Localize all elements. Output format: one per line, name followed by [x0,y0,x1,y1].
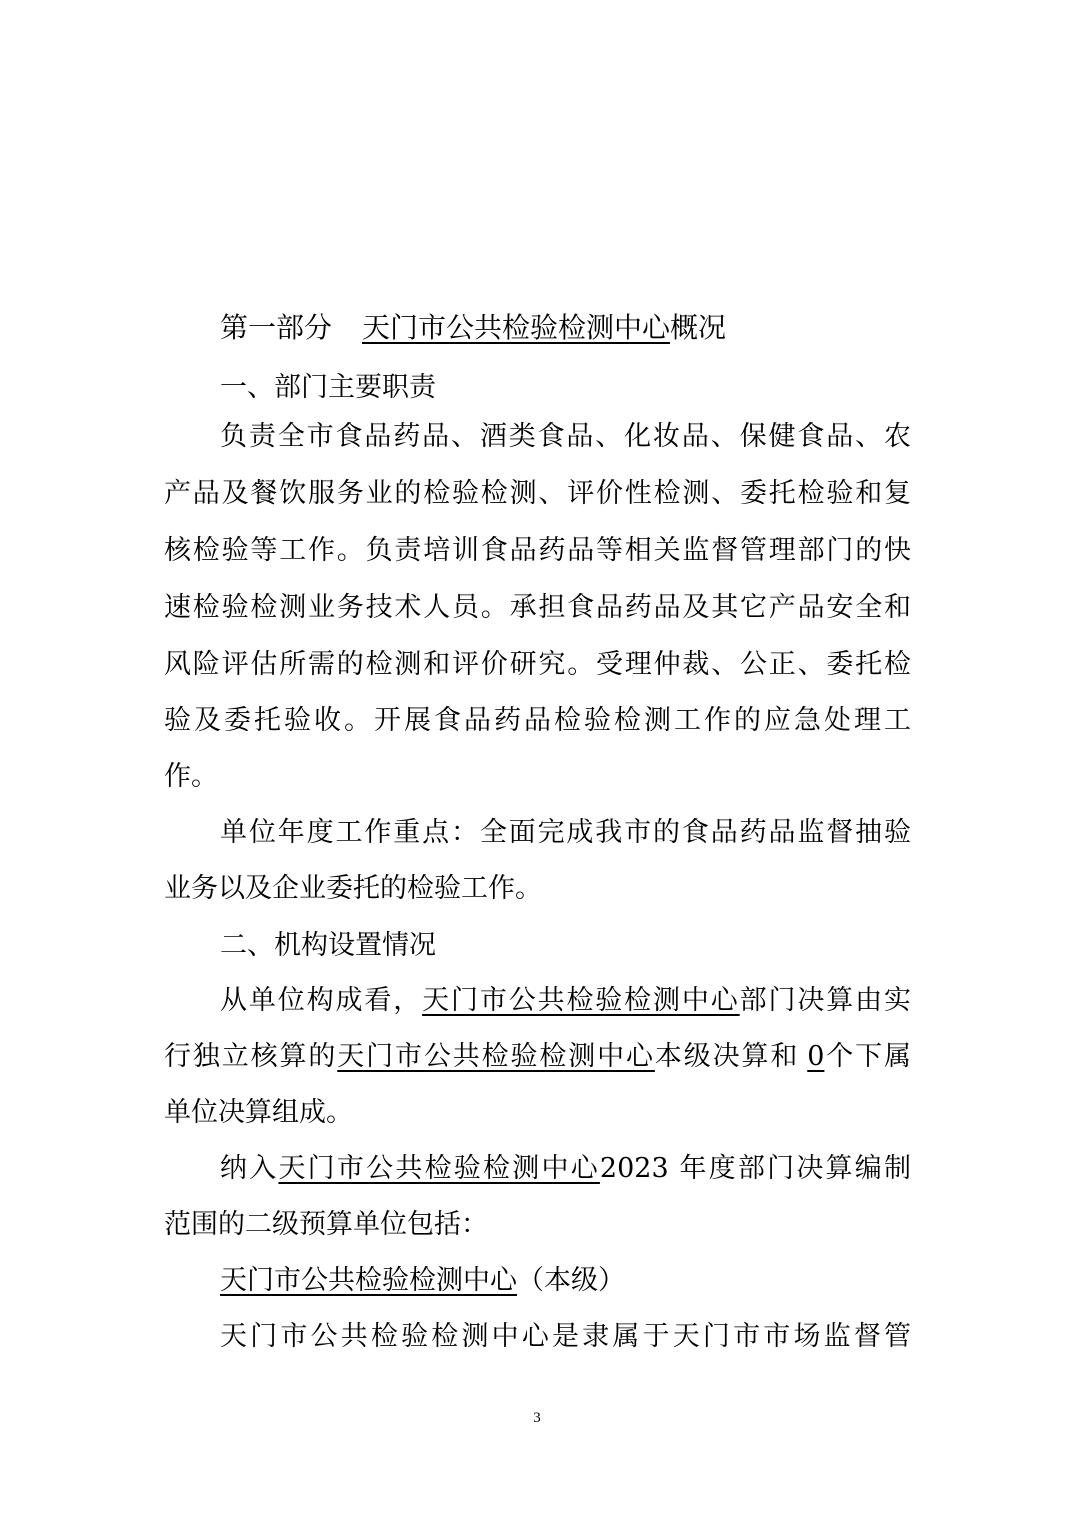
org-para-line-3: 单位决算组成。 [164,1097,353,1128]
org-para-text: 本级决算和 [654,1041,800,1072]
org-para-text: 个下属 [824,1041,912,1072]
section1-heading: 一、部门主要职责 [220,372,436,403]
duties-line-2: 产品及餐饮服务业的检验检测、评价性检测、委托检验和复 [164,478,911,509]
scope-para-line-1 [220,1152,911,1186]
subunit-count: 0 [807,1041,825,1072]
unit-list-item [220,1264,625,1298]
page-title [220,311,726,345]
org-name-link: 天门市公共检验检测中心 [337,1041,655,1072]
duties-line-5: 风险评估所需的检测和评价研究。受理仲裁、公正、委托检 [164,649,911,680]
title-org: 天门市公共检验检测中心 [362,311,671,344]
scope-para-text: 纳入 [220,1153,279,1184]
unit-note: （本级） [517,1265,625,1296]
scope-para-line-2: 范围的二级预算单位包括： [164,1209,488,1240]
focus-line-1: 单位年度工作重点：全面完成我市的食品药品监督抽验 [220,817,911,848]
unit-name: 天门市公共检验检测中心 [220,1265,517,1296]
org-para-text: 部门决算由实 [739,985,912,1016]
section2-heading: 二、机构设置情况 [220,930,436,961]
focus-line-2: 业务以及企业委托的检验工作。 [164,873,542,904]
title-suffix: 概况 [670,311,727,344]
org-para-line-1 [220,984,911,1018]
duties-line-6: 验及委托验收。开展食品药品检验检测工作的应急处理工 [164,705,911,736]
org-para-text: 从单位构成看， [220,985,423,1016]
title-prefix: 第一部分 [220,311,333,344]
org-name-link: 天门市公共检验检测中心 [278,1153,600,1184]
org-para-text: 行独立核算的 [164,1041,338,1072]
org-para-line-2 [164,1040,911,1074]
org-name-link: 天门市公共检验检测中心 [422,985,740,1016]
duties-line-3: 核检验等工作。负责培训食品药品等相关监督管理部门的快 [164,535,911,566]
duties-line-7: 作。 [164,761,218,792]
scope-para-text: 2023 年度部门决算编制 [599,1153,912,1184]
affiliation-line-1: 天门市公共检验检测中心是隶属于天门市市场监督管 [220,1321,911,1352]
duties-line-1: 负责全市食品药品、酒类食品、化妆品、保健食品、农 [220,421,911,452]
page-number: 3 [533,1410,541,1426]
duties-line-4: 速检验检测业务技术人员。承担食品药品及其它产品安全和 [164,592,911,623]
